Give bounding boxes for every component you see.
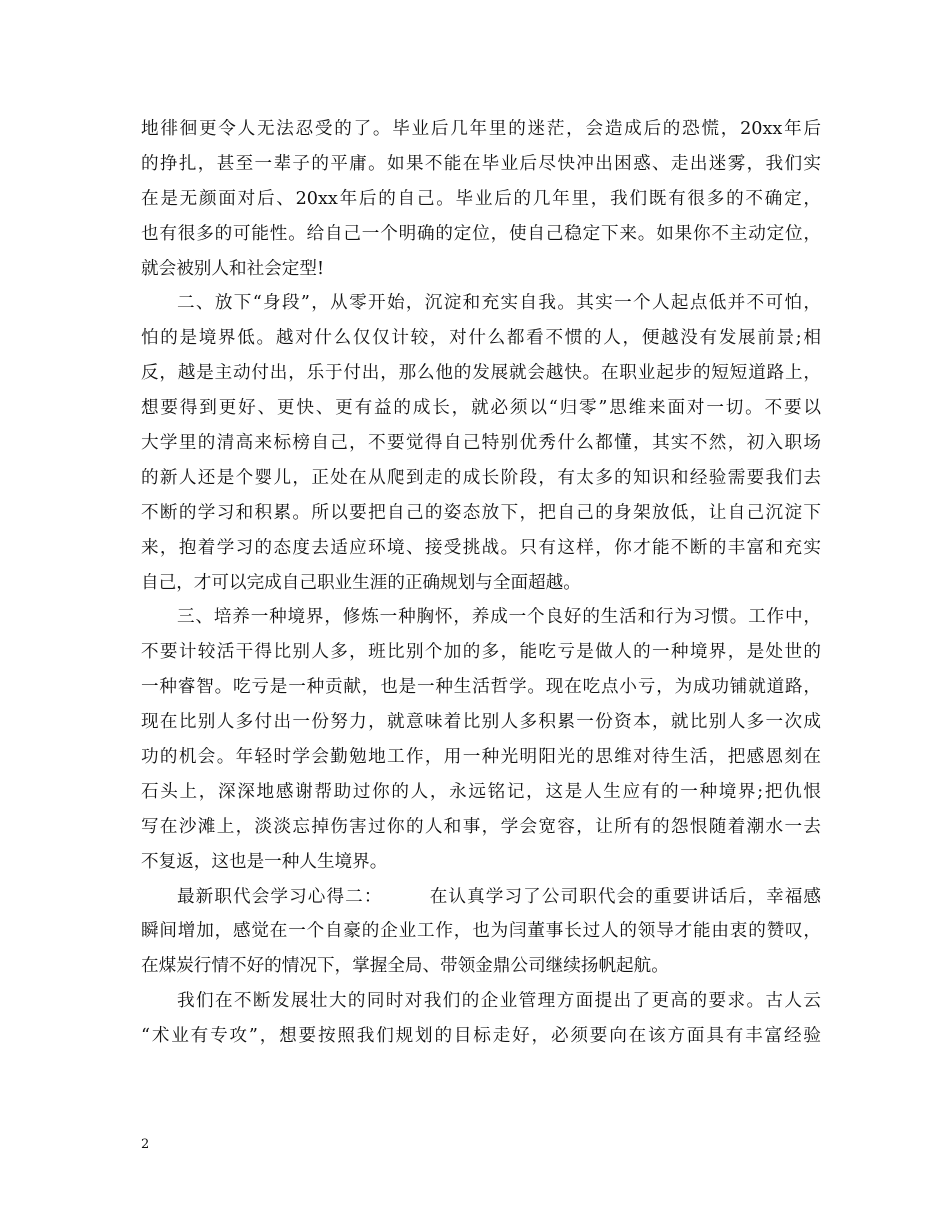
text-line: 不复返，这也是一种人生境界。: [141, 851, 388, 872]
text-line: 在是无颜面对后、20xx年后的自己。毕业后的几年里，我们既有很多的不确定，: [141, 188, 821, 209]
text-line: 自己，才可以完成自己职业生涯的正确规划与全面超越。: [141, 572, 581, 593]
text-line: 最新职代会学习心得二： 在认真学习了公司职代会的重要讲话后，幸福感: [177, 886, 821, 907]
text-line: 写在沙滩上，淡淡忘掉伤害过你的人和事，学会宽容，让所有的怨恨随着潮水一去: [141, 816, 821, 837]
text-line: 怕的是境界低。越对什么仅仅计较，对什么都看不惯的人，便越没有发展前景;相: [141, 328, 821, 349]
text-line: 不要计较活干得比别人多，班比别个加的多，能吃亏是做人的一种境界，是处世的: [141, 642, 821, 663]
text-line: 现在比别人多付出一份努力，就意味着比别人多积累一份资本，就比别人多一次成: [141, 712, 821, 733]
body-text: [141, 112, 821, 1054]
text-line: 大学里的清高来标榜自己，不要觉得自己特别优秀什么都懂，其实不然，初入职场: [141, 433, 821, 454]
text-line: 二、放下“身段”，从零开始，沉淀和充实自我。其实一个人起点低并不可怕，: [177, 293, 821, 314]
text-line: 功的机会。年轻时学会勤勉地工作，用一种光明阳光的思维对待生活，把感恩刻在: [141, 747, 821, 768]
text-line: 就会被别人和社会定型!: [141, 258, 325, 279]
text-line: 也有很多的可能性。给自己一个明确的定位，使自己稳定下来。如果你不主动定位，: [141, 223, 821, 244]
text-line: 的新人还是个婴儿，正处在从爬到走的成长阶段，有太多的知识和经验需要我们去: [141, 467, 821, 488]
text-line: 不断的学习和积累。所以要把自己的姿态放下，把自己的身架放低，让自己沉淀下: [141, 502, 821, 523]
text-line: 的挣扎，甚至一辈子的平庸。如果不能在毕业后尽快冲出困惑、走出迷雾，我们实: [141, 153, 821, 174]
text-line: 在煤炭行情不好的情况下，掌握全局、带领金鼎公司继续扬帆起航。: [141, 956, 669, 977]
page-number: 2: [141, 1137, 150, 1152]
text-line: 一种睿智。吃亏是一种贡献，也是一种生活哲学。现在吃点小亏，为成功铺就道路，: [141, 677, 821, 698]
text-line: 三、培养一种境界，修炼一种胸怀，养成一个良好的生活和行为习惯。工作中，: [177, 607, 821, 628]
text-line: 想要得到更好、更快、更有益的成长，就必须以“归零”思维来面对一切。不要以: [141, 398, 821, 419]
text-line: 来，抱着学习的态度去适应环境、接受挑战。只有这样，你才能不断的丰富和充实: [141, 537, 821, 558]
text-line: “术业有专攻”，想要按照我们规划的目标走好，必须要向在该方面具有丰富经验: [141, 1026, 821, 1047]
text-line: 地徘徊更令人无法忍受的了。毕业后几年里的迷茫，会造成后的恐慌，20xx年后: [141, 119, 821, 139]
text-line: 石头上，深深地感谢帮助过你的人，永远铭记，这是人生应有的一种境界;把仇恨: [141, 781, 821, 802]
text-line: 反，越是主动付出，乐于付出，那么他的发展就会越快。在职业起步的短短道路上，: [141, 363, 821, 384]
text-line: 瞬间增加，感觉在一个自豪的企业工作，也为闫董事长过人的领导才能由衷的赞叹，: [141, 921, 821, 942]
text-line: 我们在不断发展壮大的同时对我们的企业管理方面提出了更高的要求。古人云: [177, 991, 821, 1012]
